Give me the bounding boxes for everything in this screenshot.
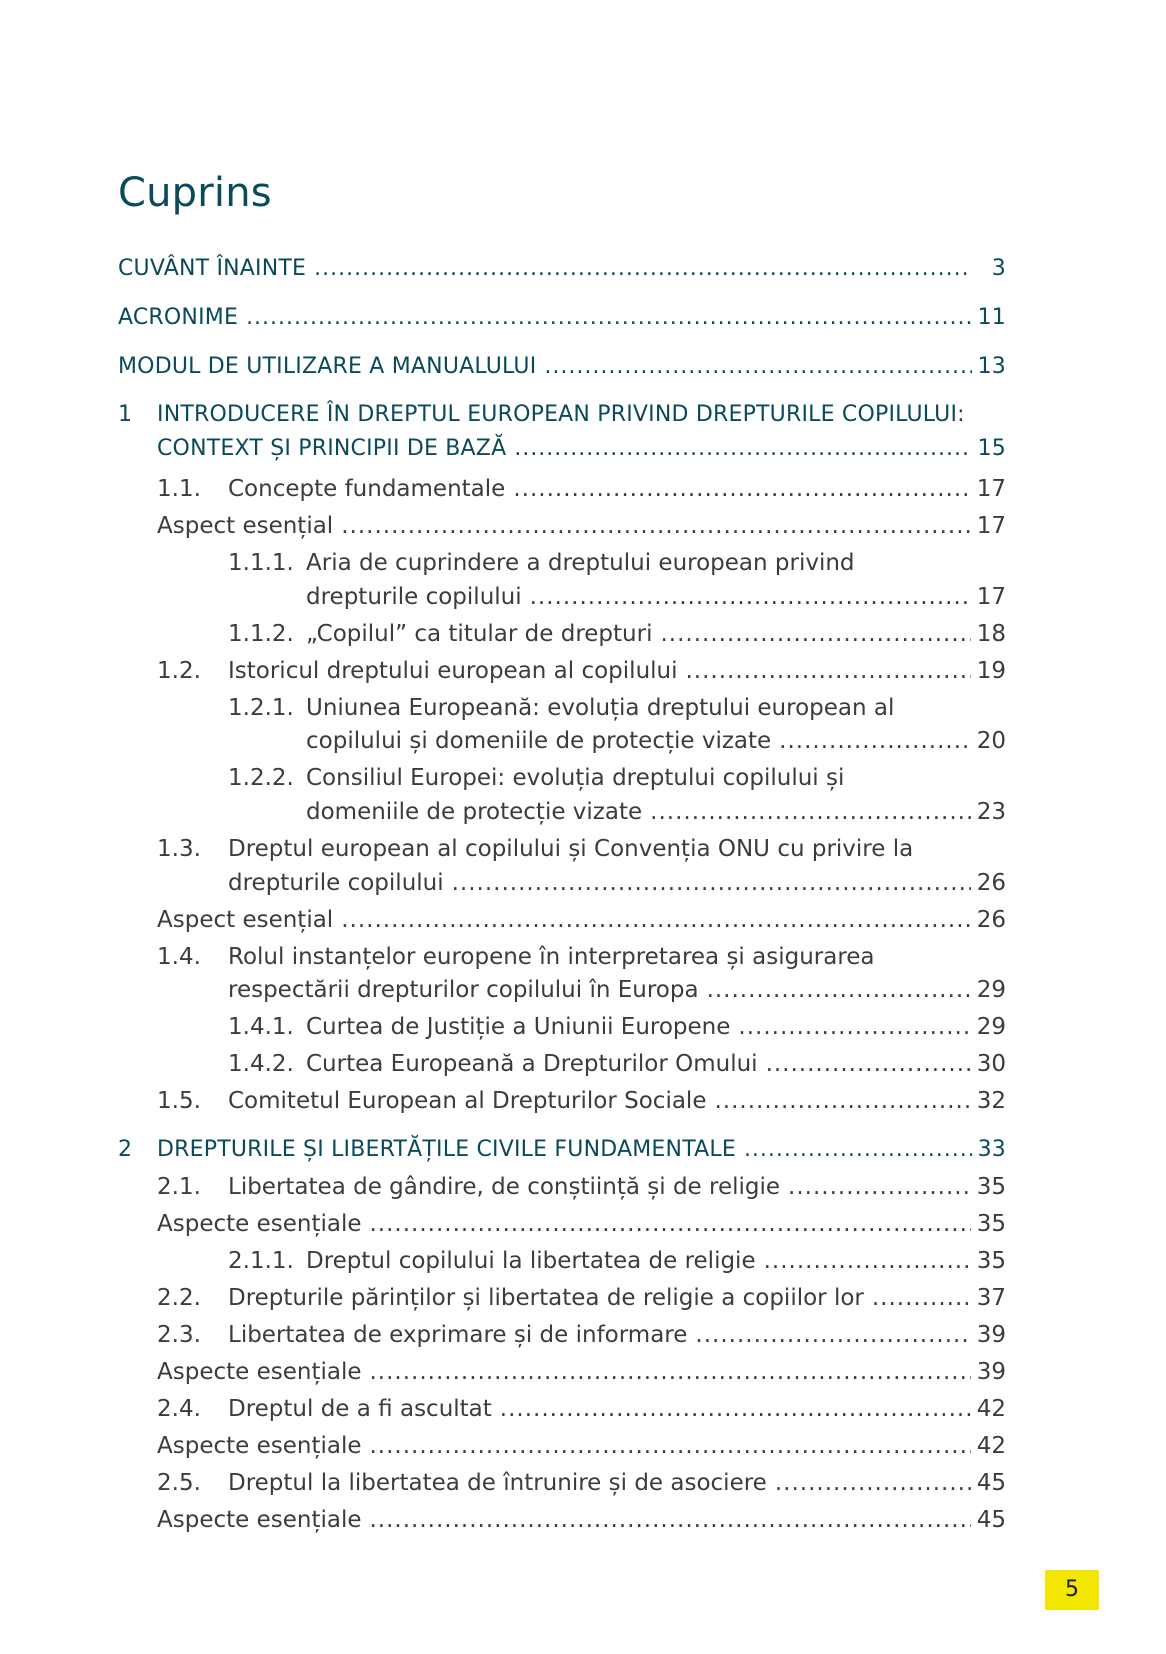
toc-entry-title: Aspect esențial — [157, 513, 334, 539]
toc-entry-title: Aspect esențial — [157, 907, 334, 933]
dot-leader — [341, 903, 971, 937]
toc-entry[interactable] — [228, 472, 1006, 506]
toc-entry-title: Curtea de Justiție a Uniunii Europene — [306, 1014, 731, 1040]
toc-entry-page: 37 — [976, 1285, 1006, 1311]
toc-entry-title: Dreptul de a fi ascultat — [228, 1396, 492, 1422]
toc-entry-page: 35 — [976, 1211, 1006, 1237]
section-number — [228, 1010, 294, 1044]
dot-leader — [370, 1429, 971, 1463]
dot-leader — [246, 301, 972, 335]
toc-entry[interactable] — [157, 1133, 1006, 1167]
section-number — [157, 1318, 201, 1352]
dot-leader — [452, 866, 971, 900]
dot-leader — [766, 1047, 971, 1081]
toc-entry-page: 17 — [976, 476, 1006, 502]
toc-entry-title: Consiliul Europei: evoluția dreptului copilului și — [306, 765, 845, 791]
toc-entry-page: 23 — [976, 799, 1006, 825]
toc-entry-title: DREPTURILE ȘI LIBERTĂȚILE CIVILE FUNDAMENTALE — [157, 1137, 736, 1162]
toc-entry-title: Uniunea Europeană: evoluția dreptului european al — [306, 695, 895, 721]
toc-entry-page: 29 — [976, 1014, 1006, 1040]
toc-entry[interactable] — [228, 1281, 1006, 1315]
section-number — [157, 654, 201, 688]
toc-entry-page: 17 — [976, 584, 1006, 610]
toc-entry[interactable] — [306, 1244, 1006, 1278]
dot-leader — [514, 432, 971, 466]
toc-entry-page: 19 — [976, 658, 1006, 684]
toc-entry-title: Aspecte esențiale — [157, 1433, 362, 1459]
toc-entry-page: 33 — [977, 1137, 1006, 1162]
section-number — [157, 1392, 201, 1426]
section-number-text: 1.1. — [157, 476, 201, 502]
dot-leader — [872, 1281, 971, 1315]
section-number-text: 2.3. — [157, 1322, 201, 1348]
toc-entry[interactable] — [118, 252, 1006, 286]
section-number-text: 1.1.2. — [228, 621, 294, 647]
toc-entry[interactable] — [228, 654, 1006, 688]
section-number-text: 1.3. — [157, 836, 201, 862]
toc-entry-line1[interactable] — [306, 546, 1006, 580]
toc-entry-page: 17 — [976, 513, 1006, 539]
toc-entry-title-cont: domeniile de protecție vizate — [306, 799, 643, 825]
toc-entry-title: Curtea Europeană a Drepturilor Omului — [306, 1051, 758, 1077]
section-number-text: 2.2. — [157, 1285, 201, 1311]
section-number-text: 2.1. — [157, 1174, 201, 1200]
toc-entry[interactable] — [157, 432, 1006, 466]
section-number-text: 1.2. — [157, 658, 201, 684]
section-number — [157, 940, 201, 974]
section-number-text: 1.5. — [157, 1088, 201, 1114]
section-number — [228, 1244, 294, 1278]
section-number-text: 2.1.1. — [228, 1248, 294, 1274]
dot-leader — [775, 1466, 971, 1500]
toc-entry[interactable] — [306, 580, 1006, 614]
toc-entry-title: Dreptul copilului la libertatea de religie — [306, 1248, 756, 1274]
dot-leader — [695, 1318, 970, 1352]
toc-entry-page: 42 — [976, 1433, 1006, 1459]
toc-entry[interactable] — [306, 1010, 1006, 1044]
toc-entry-page: 39 — [976, 1322, 1006, 1348]
toc-entry-title: Drepturile părinților și libertatea de religie a copiilor lor — [228, 1285, 864, 1311]
toc-entry[interactable] — [306, 617, 1006, 651]
toc-entry-page: 45 — [976, 1470, 1006, 1496]
toc-entry[interactable] — [118, 301, 1006, 335]
page-title: Cuprins — [118, 170, 272, 216]
dot-leader — [714, 1084, 970, 1118]
toc-entry-page: 15 — [977, 436, 1006, 461]
toc-entry[interactable] — [157, 903, 1006, 937]
section-number-text: 1.2.1. — [228, 695, 294, 721]
toc-entry-page: 32 — [976, 1088, 1006, 1114]
section-number — [228, 691, 294, 725]
chapter-number: 1 — [118, 402, 133, 427]
dot-leader — [779, 724, 971, 758]
toc-entry[interactable] — [118, 350, 1006, 384]
toc-entry-title: Dreptul la libertatea de întrunire și de asociere — [228, 1470, 767, 1496]
toc-entry[interactable] — [306, 795, 1006, 829]
toc-entry-line1[interactable] — [157, 398, 1007, 432]
dot-leader — [744, 1133, 972, 1167]
toc-entry-page: 26 — [976, 870, 1006, 896]
toc-entry-title: Libertatea de gândire, de conștiință și de religie — [228, 1174, 781, 1200]
toc-entry-title-cont: drepturile copilului — [228, 870, 444, 896]
section-number-text: 2.4. — [157, 1396, 201, 1422]
toc-entry-title-cont: drepturile copilului — [306, 584, 522, 610]
toc-entry[interactable] — [157, 1207, 1006, 1241]
dot-leader — [788, 1170, 971, 1204]
toc-entry-title-cont: copilului și domeniile de protecție vizate — [306, 728, 772, 754]
toc-entry-page: 13 — [977, 354, 1006, 379]
toc-entry-title: CUVÂNT ÎNAINTE — [118, 256, 307, 281]
toc-entry[interactable] — [306, 724, 1006, 758]
toc-chapter-number — [118, 398, 132, 432]
toc-entry-page: 3 — [991, 256, 1006, 281]
dot-leader — [370, 1503, 971, 1537]
dot-leader — [707, 973, 971, 1007]
toc-entry-page: 20 — [976, 728, 1006, 754]
toc-entry-title: Rolul instanțelor europene în interpretarea și asigurarea — [228, 944, 875, 970]
toc-entry-title: Aria de cuprindere a dreptului european privind — [306, 550, 855, 576]
toc-entry-page: 26 — [976, 907, 1006, 933]
dot-leader — [341, 509, 971, 543]
toc-entry-page: 35 — [976, 1174, 1006, 1200]
section-number — [157, 832, 201, 866]
dot-leader — [314, 252, 972, 286]
toc-entry[interactable] — [228, 1084, 1006, 1118]
toc-entry-title: MODUL DE UTILIZARE A MANUALULUI — [118, 354, 537, 379]
section-number — [157, 472, 201, 506]
dot-leader — [686, 654, 971, 688]
dot-leader — [650, 795, 971, 829]
dot-leader — [764, 1244, 971, 1278]
page-number-badge: 5 — [1045, 1570, 1099, 1610]
toc-entry-page: 35 — [976, 1248, 1006, 1274]
toc-entry[interactable] — [228, 1318, 1006, 1352]
chapter-number: 2 — [118, 1137, 133, 1162]
toc-entry-page: 42 — [976, 1396, 1006, 1422]
section-number-text: 1.2.2. — [228, 765, 294, 791]
toc-entry[interactable] — [306, 1047, 1006, 1081]
toc-entry-page: 11 — [977, 305, 1006, 330]
dot-leader — [370, 1207, 971, 1241]
section-number — [228, 1047, 294, 1081]
section-number — [157, 1084, 201, 1118]
section-number — [228, 761, 294, 795]
toc-entry-line1[interactable] — [228, 832, 1006, 866]
toc-entry-title: Comitetul European al Drepturilor Sociale — [228, 1088, 707, 1114]
toc-entry[interactable] — [157, 1429, 1006, 1463]
toc-entry-title: Aspecte esențiale — [157, 1211, 362, 1237]
toc-entry[interactable] — [228, 1392, 1006, 1426]
toc-entry[interactable] — [228, 866, 1006, 900]
toc-entry-line1[interactable] — [306, 761, 1006, 795]
toc-entry-page: 29 — [976, 977, 1006, 1003]
toc-entry[interactable] — [228, 973, 1006, 1007]
dot-leader — [513, 472, 970, 506]
dot-leader — [500, 1392, 971, 1426]
toc-entry[interactable] — [157, 509, 1006, 543]
section-number — [157, 1170, 201, 1204]
toc-entry-title: Aspecte esențiale — [157, 1507, 362, 1533]
section-number-text: 1.4.1. — [228, 1014, 294, 1040]
section-number-text: 1.4. — [157, 944, 201, 970]
dot-leader — [370, 1355, 971, 1389]
section-number — [228, 546, 294, 580]
toc-entry[interactable] — [157, 1355, 1006, 1389]
dot-leader — [544, 350, 971, 384]
toc-entry-title-cont: CONTEXT ȘI PRINCIPII DE BAZĂ — [157, 436, 507, 461]
section-number-text: 1.1.1. — [228, 550, 294, 576]
dot-leader — [530, 580, 971, 614]
toc-entry-title: ACRONIME — [118, 305, 239, 330]
toc-entry-page: 18 — [976, 621, 1006, 647]
toc-entry-title-cont: respectării drepturilor copilului în Europa — [228, 977, 699, 1003]
toc-entry-page: 39 — [976, 1359, 1006, 1385]
toc-entry-title: Istoricul dreptului european al copilului — [228, 658, 678, 684]
toc-entry-title: „Copilul” ca titular de drepturi — [306, 621, 653, 647]
toc-entry-title: Libertatea de exprimare și de informare — [228, 1322, 688, 1348]
toc-entry-title: INTRODUCERE ÎN DREPTUL EUROPEAN PRIVIND DREPTURILE COPILULUI: — [157, 402, 965, 427]
toc-entry[interactable] — [157, 1503, 1006, 1537]
toc-entry-title: Aspecte esențiale — [157, 1359, 362, 1385]
toc-entry[interactable] — [228, 1466, 1006, 1500]
toc-entry-page: 45 — [976, 1507, 1006, 1533]
section-number — [228, 617, 294, 651]
toc-entry-title: Dreptul european al copilului și Convenția ONU cu privire la — [228, 836, 914, 862]
section-number — [157, 1281, 201, 1315]
toc-entry-page: 30 — [976, 1051, 1006, 1077]
section-number-text: 2.5. — [157, 1470, 201, 1496]
toc-entry-line1[interactable] — [228, 940, 1006, 974]
toc-chapter-number — [118, 1133, 132, 1167]
toc-entry-title: Concepte fundamentale — [228, 476, 506, 502]
toc-entry[interactable] — [228, 1170, 1006, 1204]
toc-entry-line1[interactable] — [306, 691, 1006, 725]
section-number — [157, 1466, 201, 1500]
dot-leader — [738, 1010, 970, 1044]
section-number-text: 1.4.2. — [228, 1051, 294, 1077]
dot-leader — [660, 617, 970, 651]
